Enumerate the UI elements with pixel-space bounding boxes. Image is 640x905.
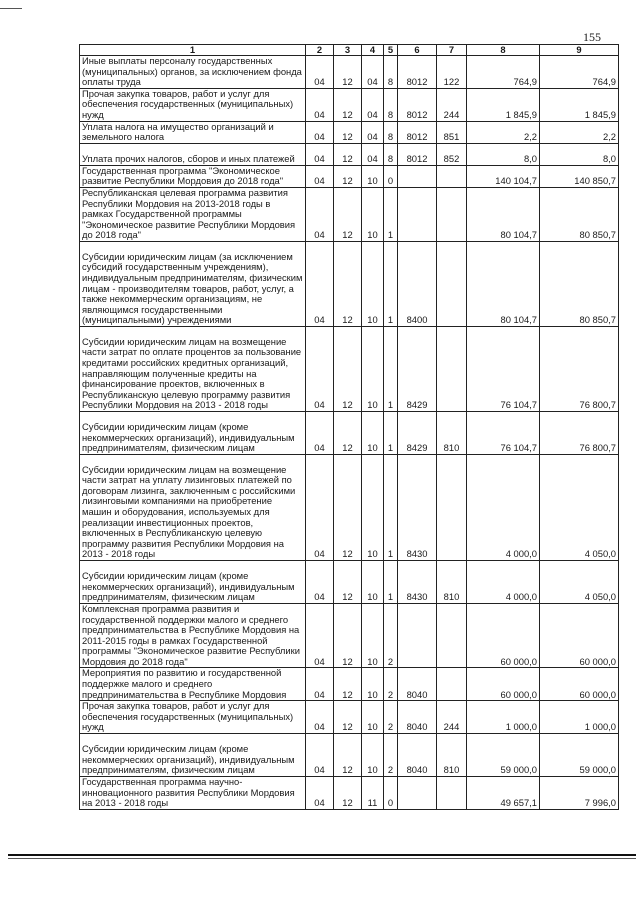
table-row	[80, 56, 619, 89]
row-value-cell: 8	[384, 143, 398, 165]
table-row	[80, 603, 619, 668]
row-value-cell	[398, 165, 437, 187]
row-value-cell: 2,2	[467, 121, 540, 143]
table-row	[80, 734, 619, 777]
row-value-cell: 4 050,0	[540, 454, 619, 560]
table-row	[80, 560, 619, 603]
table-row	[80, 143, 619, 165]
row-value-cell: 8040	[398, 701, 437, 734]
row-value-cell: 1	[384, 241, 398, 326]
row-value-cell: 04	[306, 165, 334, 187]
row-value-cell: 10	[362, 411, 384, 454]
row-value-cell: 80 104,7	[467, 187, 540, 241]
row-value-cell: 10	[362, 165, 384, 187]
row-value-cell: 76 800,7	[540, 326, 619, 411]
header-cell: 4	[362, 45, 384, 56]
row-value-cell: 1 845,9	[540, 88, 619, 121]
row-value-cell: 04	[306, 668, 334, 701]
header-cell: 8	[467, 45, 540, 56]
row-value-cell: 8430	[398, 454, 437, 560]
row-value-cell: 8	[384, 56, 398, 89]
row-value-cell: 2	[384, 603, 398, 668]
row-value-cell: 8012	[398, 143, 437, 165]
row-value-cell: 04	[362, 121, 384, 143]
row-value-cell: 1 845,9	[467, 88, 540, 121]
row-value-cell: 0	[384, 777, 398, 810]
bottom-rule-thin	[8, 858, 636, 859]
row-name-cell: Субсидии юридическим лицам (кроме некоммерческих организаций), индивидуальным предпринимателям, физическим лицам	[80, 560, 306, 603]
row-value-cell: 810	[437, 734, 467, 777]
row-value-cell: 11	[362, 777, 384, 810]
row-name-cell: Республиканская целевая программа развития Республики Мордовия на 2013-2018 годы в рамках Государственной программы "Экономическое развитие Республики Мордовия до 2018 года"	[80, 187, 306, 241]
row-value-cell	[437, 777, 467, 810]
row-value-cell: 4 050,0	[540, 560, 619, 603]
row-value-cell: 04	[306, 701, 334, 734]
row-value-cell: 04	[306, 241, 334, 326]
row-value-cell: 8012	[398, 88, 437, 121]
header-cell: 6	[398, 45, 437, 56]
row-value-cell: 12	[334, 701, 362, 734]
row-value-cell: 76 104,7	[467, 326, 540, 411]
table-row	[80, 241, 619, 326]
row-value-cell: 60 000,0	[467, 603, 540, 668]
row-value-cell: 12	[334, 165, 362, 187]
row-value-cell: 04	[306, 121, 334, 143]
row-name-cell: Прочая закупка товаров, работ и услуг для обеспечения государственных (муниципальных) нужд	[80, 701, 306, 734]
row-value-cell	[398, 777, 437, 810]
row-value-cell: 04	[306, 88, 334, 121]
row-value-cell	[437, 326, 467, 411]
row-value-cell: 04	[362, 56, 384, 89]
row-value-cell: 10	[362, 241, 384, 326]
row-value-cell: 244	[437, 88, 467, 121]
row-value-cell: 1 000,0	[467, 701, 540, 734]
header-cell: 3	[334, 45, 362, 56]
row-name-cell: Уплата налога на имущество организаций и земельного налога	[80, 121, 306, 143]
row-value-cell: 49 657,1	[467, 777, 540, 810]
row-value-cell: 12	[334, 241, 362, 326]
row-value-cell: 8429	[398, 411, 437, 454]
row-value-cell: 80 850,7	[540, 241, 619, 326]
row-value-cell: 1	[384, 560, 398, 603]
row-value-cell: 8,0	[467, 143, 540, 165]
row-value-cell: 12	[334, 56, 362, 89]
row-value-cell: 140 850,7	[540, 165, 619, 187]
header-cell: 7	[437, 45, 467, 56]
row-value-cell: 12	[334, 187, 362, 241]
row-value-cell	[437, 668, 467, 701]
row-value-cell: 8040	[398, 734, 437, 777]
row-name-cell: Субсидии юридическим лицам на возмещение части затрат по оплате процентов за пользование кредитами российских кредитных организаций, направляющим полученные кредиты на финансирование проектов, включенных в Республиканскую целевую программу развития Республики Мордовия на 2013 - 2018 годы	[80, 326, 306, 411]
table-row	[80, 777, 619, 810]
row-value-cell: 8400	[398, 241, 437, 326]
row-value-cell: 2,2	[540, 121, 619, 143]
row-value-cell: 1 000,0	[540, 701, 619, 734]
row-value-cell: 04	[306, 187, 334, 241]
row-value-cell: 04	[306, 454, 334, 560]
row-name-cell: Уплата прочих налогов, сборов и иных платежей	[80, 143, 306, 165]
page-number: 155	[583, 30, 601, 44]
table-row	[80, 121, 619, 143]
row-value-cell: 04	[306, 56, 334, 89]
scan-corner-mark	[0, 8, 22, 9]
row-value-cell: 12	[334, 560, 362, 603]
row-value-cell: 8,0	[540, 143, 619, 165]
row-value-cell: 8429	[398, 326, 437, 411]
row-value-cell: 1	[384, 454, 398, 560]
row-value-cell: 0	[384, 165, 398, 187]
row-value-cell: 8012	[398, 121, 437, 143]
row-value-cell: 4 000,0	[467, 454, 540, 560]
table-row	[80, 668, 619, 701]
row-value-cell: 80 850,7	[540, 187, 619, 241]
row-value-cell: 10	[362, 701, 384, 734]
row-value-cell: 764,9	[540, 56, 619, 89]
row-value-cell: 04	[306, 734, 334, 777]
row-value-cell	[398, 603, 437, 668]
row-name-cell: Государственная программа научно-инновационного развития Республики Мордовия на 2013 - 2018 годы	[80, 777, 306, 810]
row-value-cell: 10	[362, 560, 384, 603]
row-value-cell: 10	[362, 326, 384, 411]
row-value-cell: 12	[334, 734, 362, 777]
row-name-cell: Государственная программа "Экономическое развитие Республики Мордовия до 2018 года"	[80, 165, 306, 187]
row-value-cell: 8	[384, 88, 398, 121]
row-value-cell: 12	[334, 603, 362, 668]
row-value-cell: 04	[362, 143, 384, 165]
row-name-cell: Субсидии юридическим лицам (кроме некоммерческих организаций), индивидуальным предпринимателям, физическим лицам	[80, 734, 306, 777]
row-value-cell	[437, 187, 467, 241]
row-value-cell: 7 996,0	[540, 777, 619, 810]
row-value-cell: 10	[362, 668, 384, 701]
row-value-cell: 10	[362, 603, 384, 668]
row-value-cell: 8012	[398, 56, 437, 89]
header-cell: 9	[540, 45, 619, 56]
row-value-cell: 1	[384, 187, 398, 241]
row-name-cell: Субсидии юридическим лицам (за исключением субсидий государственным учреждениям), индивидуальным предпринимателям, физическим лицам - производителям товаров, работ, услуг, а также некоммерческим организациям, не являющимся государственными (муниципальными) учреждениями	[80, 241, 306, 326]
row-value-cell: 8	[384, 121, 398, 143]
row-value-cell: 810	[437, 560, 467, 603]
row-value-cell: 12	[334, 454, 362, 560]
row-value-cell: 04	[306, 411, 334, 454]
row-name-cell: Прочая закупка товаров, работ и услуг для обеспечения государственных (муниципальных) нужд	[80, 88, 306, 121]
table-row	[80, 88, 619, 121]
row-value-cell: 60 000,0	[467, 668, 540, 701]
row-value-cell: 851	[437, 121, 467, 143]
row-value-cell: 04	[306, 603, 334, 668]
table-row	[80, 454, 619, 560]
row-value-cell: 59 000,0	[540, 734, 619, 777]
row-name-cell: Мероприятия по развитию и государственной поддержке малого и среднего предпринимательства в Республике Мордовия	[80, 668, 306, 701]
row-value-cell: 59 000,0	[467, 734, 540, 777]
row-value-cell: 8430	[398, 560, 437, 603]
row-value-cell: 76 800,7	[540, 411, 619, 454]
row-value-cell: 2	[384, 701, 398, 734]
row-value-cell: 2	[384, 668, 398, 701]
row-value-cell: 12	[334, 88, 362, 121]
row-value-cell: 12	[334, 777, 362, 810]
row-value-cell: 140 104,7	[467, 165, 540, 187]
row-value-cell: 60 000,0	[540, 603, 619, 668]
row-name-cell: Комплексная программа развития и государственной поддержки малого и среднего предпринимательства в Республике Мордовия на 2011-2015 годы в рамках Государственной программы "Экономическое развитие Республики Мордовия до 2018 года"	[80, 603, 306, 668]
table-row	[80, 187, 619, 241]
row-value-cell	[437, 165, 467, 187]
header-cell: 2	[306, 45, 334, 56]
row-value-cell: 810	[437, 411, 467, 454]
row-value-cell: 852	[437, 143, 467, 165]
row-name-cell: Иные выплаты персоналу государственных (муниципальных) органов, за исключением фонда оплаты труда	[80, 56, 306, 89]
table-row	[80, 326, 619, 411]
table-row	[80, 165, 619, 187]
row-value-cell: 244	[437, 701, 467, 734]
row-value-cell: 60 000,0	[540, 668, 619, 701]
row-value-cell: 80 104,7	[467, 241, 540, 326]
row-value-cell	[437, 241, 467, 326]
row-value-cell	[437, 603, 467, 668]
row-value-cell	[437, 454, 467, 560]
table-header-row	[80, 45, 619, 56]
row-value-cell: 12	[334, 668, 362, 701]
row-value-cell: 1	[384, 326, 398, 411]
row-value-cell: 04	[306, 143, 334, 165]
row-value-cell: 04	[306, 326, 334, 411]
row-value-cell: 12	[334, 143, 362, 165]
row-name-cell: Субсидии юридическим лицам (кроме некоммерческих организаций), индивидуальным предпринимателям, физическим лицам	[80, 411, 306, 454]
header-cell: 5	[384, 45, 398, 56]
row-value-cell: 4 000,0	[467, 560, 540, 603]
row-value-cell: 764,9	[467, 56, 540, 89]
row-value-cell: 10	[362, 734, 384, 777]
row-value-cell: 04	[306, 560, 334, 603]
row-value-cell	[398, 187, 437, 241]
row-value-cell: 12	[334, 326, 362, 411]
row-value-cell: 1	[384, 411, 398, 454]
row-value-cell: 04	[306, 777, 334, 810]
row-value-cell: 10	[362, 187, 384, 241]
row-value-cell: 04	[362, 88, 384, 121]
table-row	[80, 701, 619, 734]
row-name-cell: Субсидии юридическим лицам на возмещение части затрат на уплату лизинговых платежей по договорам лизинга, заключенным с российскими лизинговыми компаниями на приобретение машин и оборудования, используемых для реализации инвестиционных проектов, включенных в Республиканскую целевую программу развития Республики Мордовия на 2013 - 2018 годы	[80, 454, 306, 560]
row-value-cell: 2	[384, 734, 398, 777]
row-value-cell: 76 104,7	[467, 411, 540, 454]
row-value-cell: 12	[334, 121, 362, 143]
row-value-cell: 12	[334, 411, 362, 454]
row-value-cell: 122	[437, 56, 467, 89]
row-value-cell: 8040	[398, 668, 437, 701]
table-row	[80, 411, 619, 454]
bottom-rule	[8, 854, 636, 856]
header-cell: 1	[80, 45, 306, 56]
budget-table	[79, 44, 619, 810]
row-value-cell: 10	[362, 454, 384, 560]
